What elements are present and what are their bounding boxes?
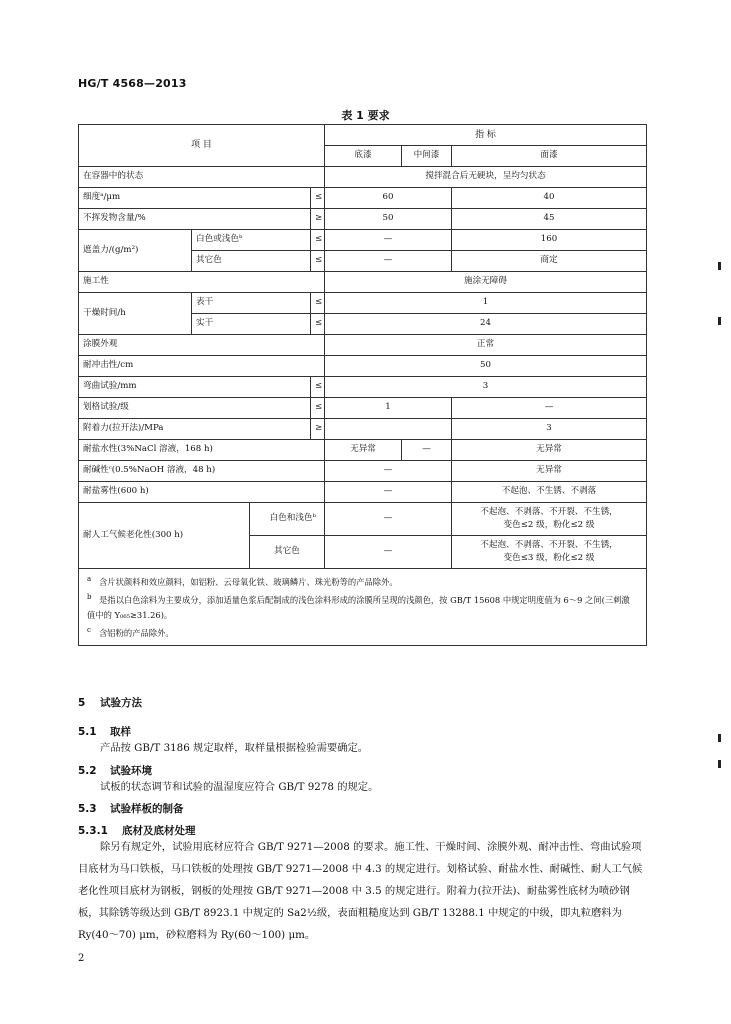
table-row: 涂膜外观 正常 bbox=[79, 335, 647, 356]
table-row: 施工性 施涂无障碍 bbox=[79, 272, 647, 293]
section-5-1-text: 产品按 GB/T 3186 规定取样，取样量根据检验需要确定。 bbox=[100, 742, 369, 754]
section-5-3-1-heading: 5.3.1 底材及底材处理 bbox=[78, 825, 196, 837]
requirements-table bbox=[78, 124, 647, 646]
table-footnotes bbox=[79, 569, 647, 646]
table-row: 耐冲击性/cm 50 bbox=[79, 356, 647, 377]
section-5-3-1-text: 除另有规定外，试验用底材应符合 GB/T 9271—2008 的要求。施工性、干燥时间、涂膜外观、耐冲击性、弯曲试验项目底材为马口铁板，马口铁板的处理按 GB/T 9271—2008 中 4.3 的规定进行。划格试验、耐盐水性、耐碱性、耐人工气候老化性项目底材为钢板，钢板的处理按 GB/T 9271—2008 中 3.5 的规定进行。附着力(拉开法)、耐盐雾性底材为喷砂钢板，其除锈等级达到 GB/T 8923.1 中规定的 Sa2½级，表面粗糙度达到 GB/T 13288.1 中规定的中级，即丸粒磨料为 Ry(40～70) μm，砂粒磨料为 Ry(60～100) μm。 bbox=[78, 841, 643, 941]
scan-edge-mark bbox=[718, 317, 721, 325]
header-topcoat: 面漆 bbox=[452, 146, 647, 167]
table-row: 耐盐水性(3%NaCl 溶液，168 h) 无异常 — 无异常 bbox=[79, 440, 647, 461]
page-number: 2 bbox=[78, 953, 85, 964]
table-row: 附着力(拉开法)/MPa ≥ 3 bbox=[79, 419, 647, 440]
section-5-3-heading: 5.3 试验样板的制备 bbox=[78, 803, 184, 815]
header-indicator: 指 标 bbox=[325, 125, 647, 146]
section-5-heading: 5 试验方法 bbox=[78, 697, 142, 709]
table-row: 耐盐雾性(600 h) — 不起泡、不生锈、不剥落 bbox=[79, 482, 647, 503]
section-5-2-heading: 5.2 试验环境 bbox=[78, 765, 152, 777]
table-row: 遮盖力/(g/m²) 白色或浅色ᵇ ≤ — 160 bbox=[79, 230, 647, 251]
header-primer: 底漆 bbox=[325, 146, 402, 167]
table-row: 其它色 — 不起泡、不剥落、不开裂、不生锈， 变色≤3 级，粉化≤2 级 bbox=[79, 536, 647, 569]
table-row: 实干 ≤ 24 bbox=[79, 314, 647, 335]
table-row: 在容器中的状态 搅拌混合后无硬块，呈均匀状态 bbox=[79, 167, 647, 188]
header-intermediate: 中间漆 bbox=[402, 146, 452, 167]
table-row: 弯曲试验/mm ≤ 3 bbox=[79, 377, 647, 398]
table-row: 耐碱性ᶜ(0.5%NaOH 溶液，48 h) — 无异常 bbox=[79, 461, 647, 482]
table-row: 划格试验/级 ≤ 1 — bbox=[79, 398, 647, 419]
scan-edge-mark bbox=[718, 760, 721, 768]
section-5-1-heading: 5.1 取样 bbox=[78, 726, 131, 738]
table-row: 干燥时间/h 表干 ≤ 1 bbox=[79, 293, 647, 314]
footnote-c: c 含铝粉的产品除外。 bbox=[87, 625, 174, 638]
table-row: 细度ᵃ/μm ≤ 60 40 bbox=[79, 188, 647, 209]
table-row: 其它色 ≤ — 商定 bbox=[79, 251, 647, 272]
standard-code: HG/T 4568—2013 bbox=[78, 77, 187, 90]
footnote-b: b 是指以白色涂料为主要成分，添加适量色浆后配制成的浅色涂料形成的涂膜所呈现的浅颜色，按 GB/T 15608 中规定明度值为 6～9 之间(三刺激值中的 Y₀₆₅≥31.26)。 bbox=[87, 592, 630, 621]
table-row: 耐人工气候老化性(300 h) 白色和浅色ᵇ — 不起泡、不剥落、不开裂、不生锈， 变色≤2 级，粉化≤2 级 bbox=[79, 503, 647, 536]
footnote-a: a 含片状颜料和效应颜料，如铝粉、云母氧化铁、玻璃鳞片、珠光粉等的产品除外。 bbox=[87, 575, 398, 587]
scan-edge-mark bbox=[718, 262, 721, 270]
scan-edge-mark bbox=[718, 734, 721, 742]
table-row: 不挥发物含量/% ≥ 50 45 bbox=[79, 209, 647, 230]
header-item: 项 目 bbox=[79, 125, 325, 167]
table-caption: 表 1 要求 bbox=[341, 109, 390, 122]
section-5-2-text: 试板的状态调节和试验的温湿度应符合 GB/T 9278 的规定。 bbox=[100, 781, 379, 793]
